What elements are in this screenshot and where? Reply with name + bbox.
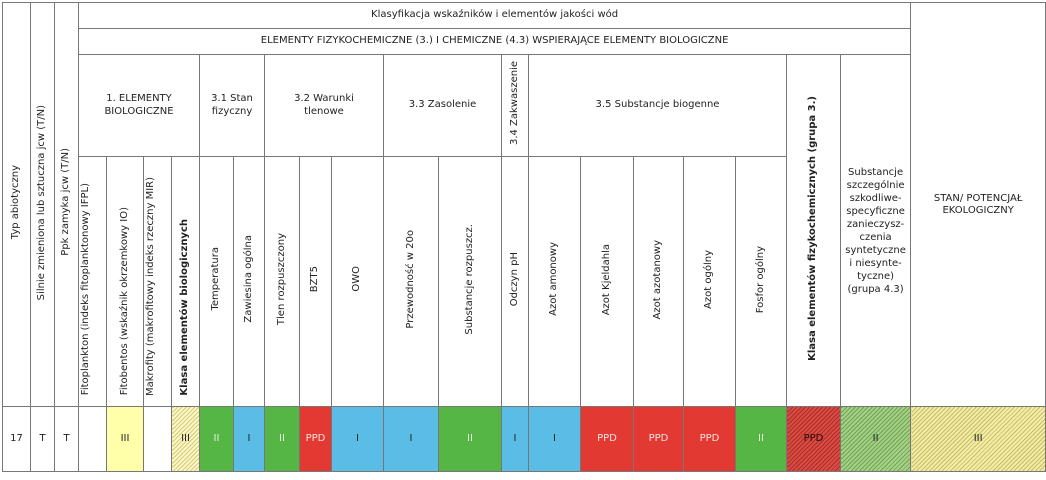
col-przewodnosc: Przewodność w 20o xyxy=(384,157,439,407)
header-substancje-szczegolne: Substancje szczególnie szkodliwe-specyficzne zanieczysz-czenia syntetyczne i niesynte-tyczne) (grupa 4.3) xyxy=(841,55,911,407)
header-silnie-zmieniona: Silnie zmieniona lub sztuczna jcw (T/N) xyxy=(31,3,55,407)
col-azot-kjeldahla: Azot Kjeldahla xyxy=(581,157,634,407)
cell-azot-ogolny: PPD xyxy=(684,407,736,472)
col-bzt5: BZT5 xyxy=(300,157,332,407)
header-ppk-zamyka: Ppk zamyka jcw (T/N) xyxy=(55,3,79,407)
col-fosfor: Fosfor ogólny xyxy=(736,157,787,407)
header-typ-abiotyczny: Typ abiotyczny xyxy=(3,3,31,407)
col-klasa-bio: Klasa elementów biologicznych xyxy=(172,157,200,407)
group-zasolenie: 3.3 Zasolenie xyxy=(384,55,502,157)
cell-tlen: II xyxy=(265,407,300,472)
col-substancje-rozp: Substancje rozpuszcz. xyxy=(439,157,502,407)
cell-temperatura: II xyxy=(200,407,234,472)
cell-bzt5: PPD xyxy=(300,407,332,472)
group-stan-fizyczny: 3.1 Stan fizyczny xyxy=(200,55,265,157)
cell-stan: III xyxy=(911,407,1046,472)
cell-klasa-bio: III xyxy=(172,407,200,472)
col-azot-ogolny: Azot ogólny xyxy=(684,157,736,407)
table-subtitle: ELEMENTY FIZYKOCHEMICZNE (3.) I CHEMICZNE (4.3) WSPIERAJĄCE ELEMENTY BIOLOGICZNE xyxy=(79,29,911,55)
cell-substancje-szczegolne: II xyxy=(841,407,911,472)
cell-makrofity xyxy=(144,407,172,472)
cell-fitoplankton xyxy=(79,407,107,472)
col-odczyn: Odczyn pH xyxy=(502,157,529,407)
cell-klasa-fizchem: PPD xyxy=(787,407,841,472)
cell-azot-azotanowy: PPD xyxy=(634,407,684,472)
group-substancje-biogenne: 3.5 Substancje biogenne xyxy=(529,55,787,157)
col-zawiesina: Zawiesina ogólna xyxy=(234,157,265,407)
col-azot-azotanowy: Azot azotanowy xyxy=(634,157,684,407)
col-makrofity: Makrofity (makrofitowy indeks rzeczny MIR) xyxy=(144,157,172,407)
col-azot-amonowy: Azot amonowy xyxy=(529,157,581,407)
cell-owo: I xyxy=(332,407,384,472)
cell-odczyn: I xyxy=(502,407,529,472)
cell-fosfor: II xyxy=(736,407,787,472)
header-stan-potencjal: STAN/ POTENCJAŁ EKOLOGICZNY xyxy=(911,3,1046,407)
cell-azot-kjeldahla: PPD xyxy=(581,407,634,472)
group-elementy-biologiczne: 1. ELEMENTY BIOLOGICZNE xyxy=(79,55,200,157)
group-warunki-tlenowe: 3.2 Warunki tlenowe xyxy=(265,55,384,157)
classification-table xyxy=(2,2,1046,472)
cell-silnie: T xyxy=(31,407,55,472)
cell-typ: 17 xyxy=(3,407,31,472)
cell-ppk: T xyxy=(55,407,79,472)
col-owo: OWO xyxy=(332,157,384,407)
group-zakwaszenie: 3.4 Zakwaszenie xyxy=(502,55,529,157)
col-fitoplankton: Fitoplankton (indeks fitoplanktonowy IFPL) xyxy=(79,157,107,407)
cell-substancje-rozp: II xyxy=(439,407,502,472)
col-temperatura: Temperatura xyxy=(200,157,234,407)
cell-fitobentos: III xyxy=(107,407,144,472)
table-title: Klasyfikacja wskaźników i elementów jakości wód xyxy=(79,3,911,29)
cell-przewodnosc: I xyxy=(384,407,439,472)
cell-azot-amonowy: I xyxy=(529,407,581,472)
cell-zawiesina: I xyxy=(234,407,265,472)
col-tlen: Tlen rozpuszczony xyxy=(265,157,300,407)
col-fitobentos: Fitobentos (wskaźnik okrzemkowy IO) xyxy=(107,157,144,407)
table-row xyxy=(3,407,1046,472)
header-klasa-fizykochemicznych: Klasa elementów fizykochemicznych (grupa 3.) xyxy=(787,55,841,407)
